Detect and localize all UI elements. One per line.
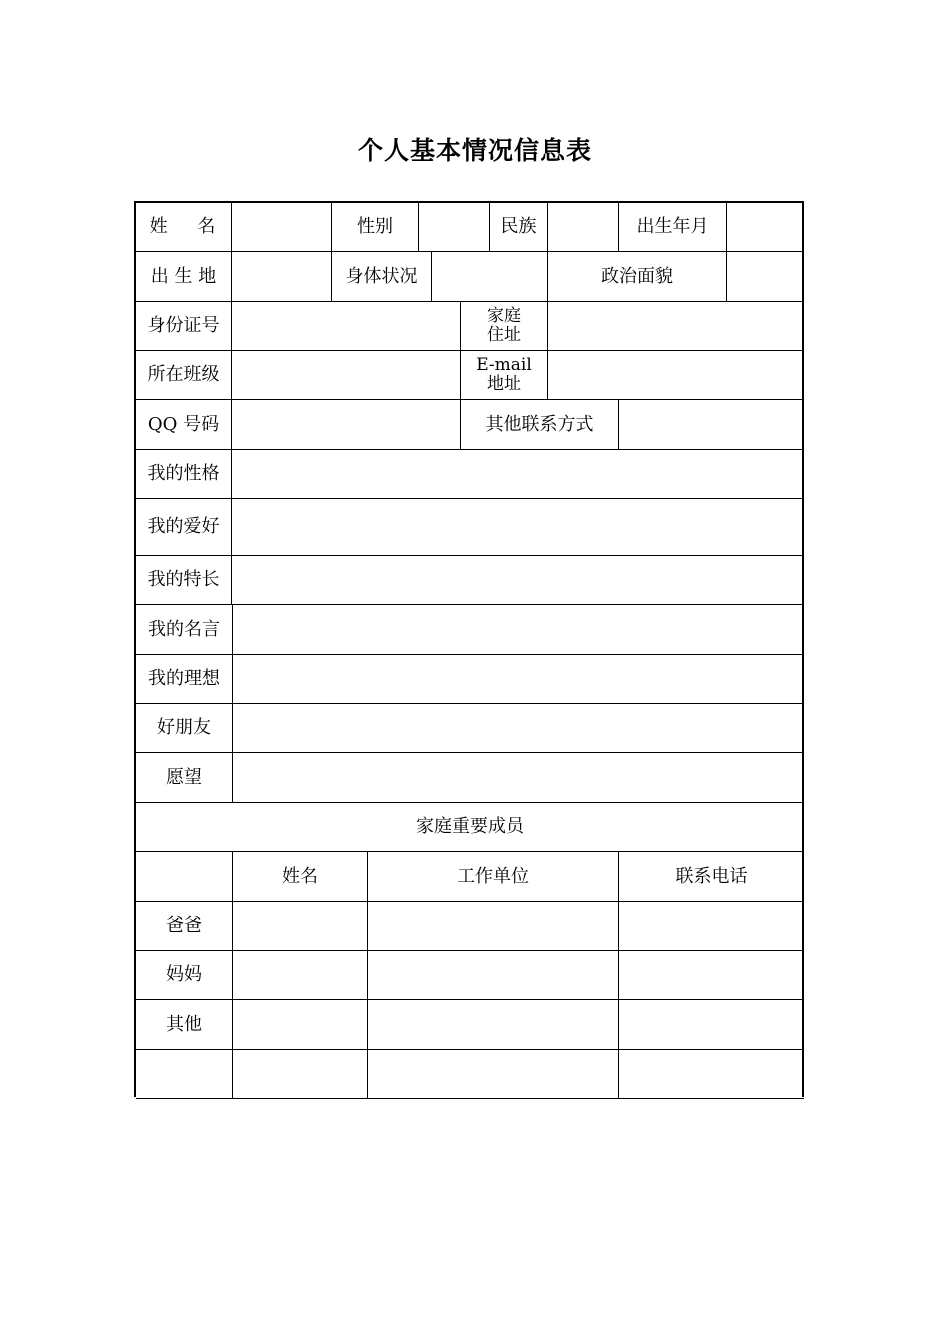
label-email: E-mail 地址 bbox=[461, 351, 548, 400]
label-name: 姓 名 bbox=[136, 203, 232, 252]
field-id-number[interactable] bbox=[232, 302, 461, 351]
field-gender[interactable] bbox=[419, 203, 490, 252]
family-relation-other: 其他 bbox=[136, 1000, 233, 1050]
family-father-phone[interactable] bbox=[619, 902, 804, 951]
family-mother-phone[interactable] bbox=[619, 951, 804, 1000]
family-header-phone: 联系电话 bbox=[619, 852, 804, 902]
field-class[interactable] bbox=[232, 351, 461, 400]
field-birthplace[interactable] bbox=[232, 252, 332, 302]
family-mother-name[interactable] bbox=[233, 951, 368, 1000]
field-friends[interactable] bbox=[233, 704, 804, 753]
label-other-contact: 其他联系方式 bbox=[461, 400, 619, 450]
field-personality[interactable] bbox=[232, 450, 804, 499]
label-id-number: 身份证号 bbox=[136, 302, 232, 351]
family-header-workplace: 工作单位 bbox=[368, 852, 619, 902]
label-birthplace: 出 生 地 bbox=[136, 252, 232, 302]
label-wish: 愿望 bbox=[136, 753, 233, 803]
field-strengths[interactable] bbox=[232, 556, 804, 605]
label-motto: 我的名言 bbox=[136, 605, 233, 655]
field-ideal[interactable] bbox=[233, 655, 804, 704]
family-other-name[interactable] bbox=[233, 1000, 368, 1050]
family-section-title: 家庭重要成员 bbox=[136, 803, 804, 852]
family-blank-name[interactable] bbox=[233, 1050, 368, 1099]
label-friends: 好朋友 bbox=[136, 704, 233, 753]
field-motto[interactable] bbox=[233, 605, 804, 655]
field-email[interactable] bbox=[548, 351, 804, 400]
label-home-address: 家庭 住址 bbox=[461, 302, 548, 351]
field-qq[interactable] bbox=[232, 400, 461, 450]
family-father-workplace[interactable] bbox=[368, 902, 619, 951]
family-blank-phone[interactable] bbox=[619, 1050, 804, 1099]
info-form-table bbox=[134, 201, 804, 1097]
label-personality: 我的性格 bbox=[136, 450, 232, 499]
field-health[interactable] bbox=[432, 252, 548, 302]
label-gender: 性别 bbox=[332, 203, 419, 252]
field-home-address[interactable] bbox=[548, 302, 804, 351]
field-political-status[interactable] bbox=[727, 252, 804, 302]
label-strengths: 我的特长 bbox=[136, 556, 232, 605]
label-class: 所在班级 bbox=[136, 351, 232, 400]
family-relation-mother: 妈妈 bbox=[136, 951, 233, 1000]
field-hobbies[interactable] bbox=[232, 499, 804, 556]
label-hobbies: 我的爱好 bbox=[136, 499, 232, 556]
field-other-contact[interactable] bbox=[619, 400, 804, 450]
field-ethnicity[interactable] bbox=[548, 203, 619, 252]
field-name[interactable] bbox=[232, 203, 332, 252]
family-relation-father: 爸爸 bbox=[136, 902, 233, 951]
family-other-workplace[interactable] bbox=[368, 1000, 619, 1050]
family-father-name[interactable] bbox=[233, 902, 368, 951]
family-blank-workplace[interactable] bbox=[368, 1050, 619, 1099]
label-birth-month: 出生年月 bbox=[619, 203, 727, 252]
family-mother-workplace[interactable] bbox=[368, 951, 619, 1000]
family-other-phone[interactable] bbox=[619, 1000, 804, 1050]
label-ethnicity: 民族 bbox=[490, 203, 548, 252]
page-title: 个人基本情况信息表 bbox=[357, 136, 592, 165]
label-ideal: 我的理想 bbox=[136, 655, 233, 704]
label-political-status: 政治面貌 bbox=[548, 252, 727, 302]
field-wish[interactable] bbox=[233, 753, 804, 803]
family-header-blank bbox=[136, 852, 233, 902]
family-header-name: 姓名 bbox=[233, 852, 368, 902]
field-birth-month[interactable] bbox=[727, 203, 804, 252]
family-relation-blank[interactable] bbox=[136, 1050, 233, 1099]
label-health: 身体状况 bbox=[332, 252, 432, 302]
label-qq: QQ 号码 bbox=[136, 400, 232, 450]
